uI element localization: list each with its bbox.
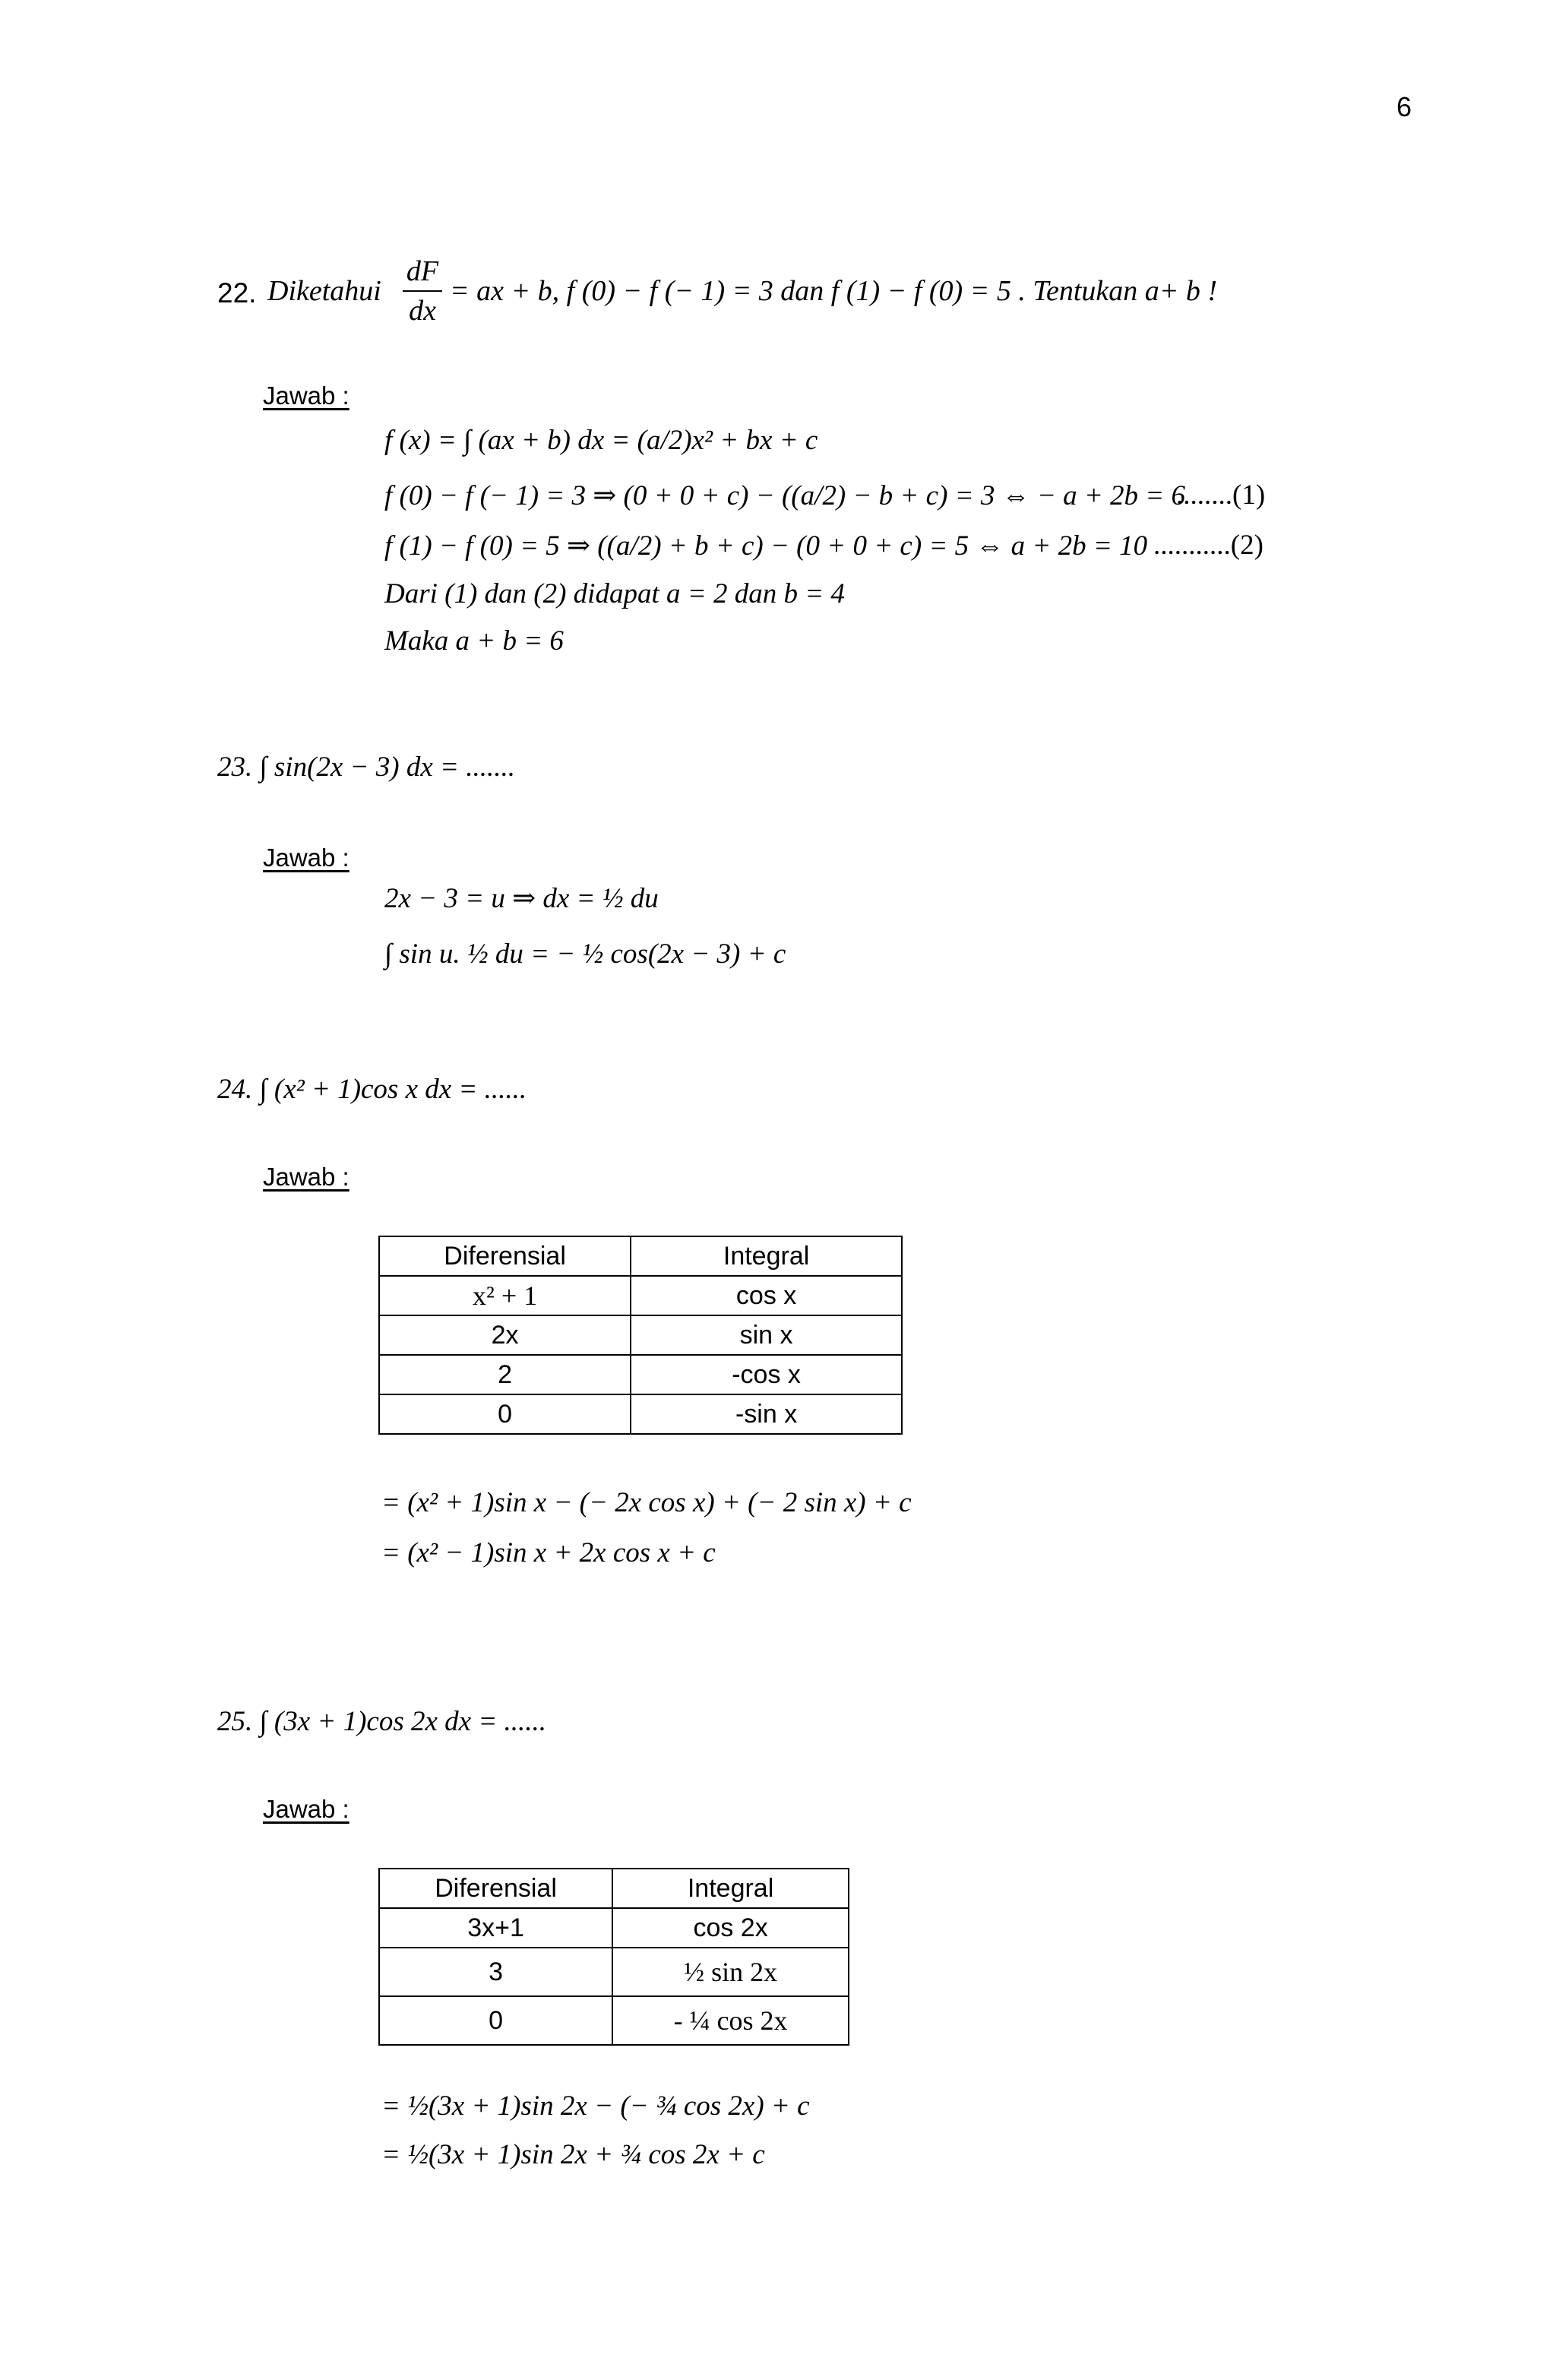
table-row: [379, 1394, 902, 1434]
question-text: 23. ∫ sin(2x − 3) dx = .......: [217, 752, 515, 783]
table-cell: -cos x: [631, 1355, 902, 1394]
table-cell: - ¼ cos 2x: [612, 1996, 849, 2045]
table-cell: -sin x: [631, 1394, 902, 1434]
table-row: [379, 1315, 902, 1355]
table-row: [379, 1355, 902, 1394]
fraction-numerator: dF: [406, 255, 439, 287]
result-line-1: = (x² + 1)sin x − (− 2x cos x) + (− 2 sin x) + c: [381, 1487, 912, 1518]
column-header: Diferensial: [379, 1236, 631, 1276]
table-cell: cos x: [631, 1276, 902, 1315]
integration-table: [378, 1868, 849, 2046]
question-text: 25. ∫ (3x + 1)cos 2x dx = ......: [217, 1706, 547, 1737]
table-cell: 0: [379, 1394, 631, 1434]
table-cell: sin x: [631, 1315, 902, 1355]
answer-line-5: Maka a + b = 6: [384, 625, 564, 657]
fraction-denominator: dx: [409, 295, 436, 327]
answer-line-1: f (x) = ∫ (ax + b) dx = (a/2)x² + bx + c: [384, 425, 818, 456]
result-line-2: = (x² − 1)sin x + 2x cos x + c: [381, 1537, 716, 1568]
result-line-1: = ½(3x + 1)sin 2x − (− ¾ cos 2x) + c: [381, 2090, 810, 2122]
fraction-dfdx: [403, 254, 442, 328]
table-row: [379, 1996, 849, 2045]
answer-line-3: f (1) − f (0) = 5 ⇒ ((a/2) + b + c) − (0 + 0 + c) = 5 ⇔ a + 2b = 10: [384, 530, 1148, 562]
answer-label: Jawab :: [263, 1795, 349, 1823]
equation-tag-1: ........(1): [1176, 479, 1266, 511]
answer-label: Jawab :: [263, 843, 349, 872]
table-cell: 3: [379, 1948, 612, 1996]
question-text: = ax + b, f (0) − f (− 1) = 3 dan f (1) − f (0) = 5 . Tentukan a+ b !: [450, 275, 1218, 307]
table-header-row: [379, 1236, 902, 1276]
integration-table: [378, 1236, 903, 1435]
question-lead: Diketahui: [267, 275, 381, 307]
page-number: 6: [1396, 91, 1412, 122]
question-number: 22.: [217, 277, 257, 309]
result-line-2: = ½(3x + 1)sin 2x + ¾ cos 2x + c: [381, 2139, 765, 2170]
table-cell: 3x+1: [379, 1908, 612, 1948]
table-cell: x² + 1: [379, 1276, 631, 1315]
table-cell: 2x: [379, 1315, 631, 1355]
table-header-row: [379, 1869, 849, 1908]
equation-tag-2: ...........(2): [1153, 530, 1263, 561]
table-cell: 0: [379, 1996, 612, 2045]
column-header: Integral: [612, 1869, 849, 1908]
table-cell: cos 2x: [612, 1908, 849, 1948]
table-cell: ½ sin 2x: [612, 1948, 849, 1996]
answer-label: Jawab :: [263, 381, 349, 410]
table-cell: 2: [379, 1355, 631, 1394]
answer-line-4: Dari (1) dan (2) didapat a = 2 dan b = 4: [384, 578, 845, 609]
column-header: Integral: [631, 1236, 902, 1276]
table-row: [379, 1948, 849, 1996]
table-row: [379, 1276, 902, 1315]
question-text: 24. ∫ (x² + 1)cos x dx = ......: [217, 1074, 527, 1105]
table-row: [379, 1908, 849, 1948]
answer-line-2: ∫ sin u. ½ du = − ½ cos(2x − 3) + c: [384, 938, 786, 970]
answer-line-1: 2x − 3 = u ⇒ dx = ½ du: [384, 883, 659, 914]
column-header: Diferensial: [379, 1869, 612, 1908]
answer-line-2: f (0) − f (− 1) = 3 ⇒ (0 + 0 + c) − ((a/2) − b + c) = 3 ⇔ − a + 2b = 6: [384, 480, 1186, 511]
answer-label: Jawab :: [263, 1163, 349, 1191]
